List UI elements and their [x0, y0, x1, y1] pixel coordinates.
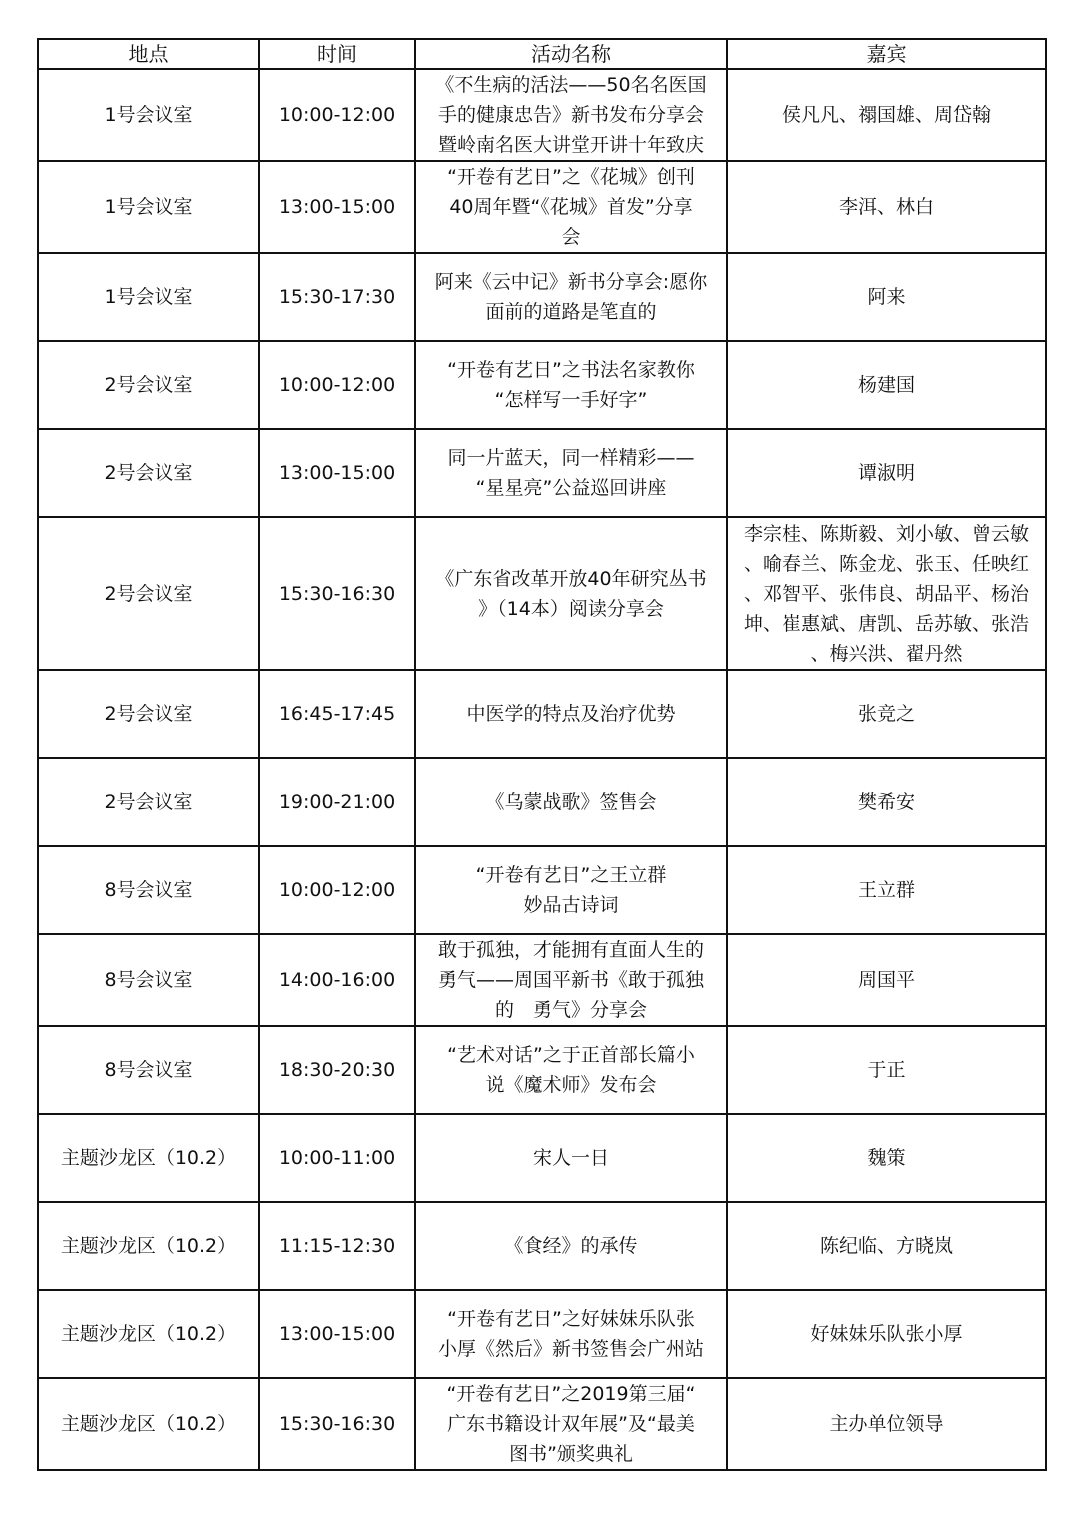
activity-cell: “开卷有艺日”之书法名家教你 “怎样写一手好字” — [415, 341, 727, 429]
activity-cell: 《乌蒙战歌》签售会 — [415, 758, 727, 846]
location-cell: 1号会议室 — [38, 161, 259, 253]
table-row — [38, 429, 1046, 517]
guests-cell: 主办单位领导 — [727, 1378, 1046, 1470]
activity-cell: 《广东省改革开放40年研究丛书 》（14本）阅读分享会 — [415, 517, 727, 670]
guests-cell: 阿来 — [727, 253, 1046, 341]
time-cell: 13:00-15:00 — [259, 429, 415, 517]
guests-cell: 谭淑明 — [727, 429, 1046, 517]
table-row — [38, 670, 1046, 758]
table-row — [38, 517, 1046, 670]
table-row — [38, 1114, 1046, 1202]
activity-cell: “开卷有艺日”之王立群 妙品古诗词 — [415, 846, 727, 934]
guests-cell: 李洱、林白 — [727, 161, 1046, 253]
activity-cell: “艺术对话”之于正首部长篇小 说《魔术师》发布会 — [415, 1026, 727, 1114]
time-cell: 13:00-15:00 — [259, 161, 415, 253]
table-row — [38, 161, 1046, 253]
time-cell: 11:15-12:30 — [259, 1202, 415, 1290]
activity-cell: 敢于孤独，才能拥有直面人生的 勇气——周国平新书《敢于孤独 的 勇气》分享会 — [415, 934, 727, 1026]
activity-cell: 《不生病的活法——50名名医国 手的健康忠告》新书发布分享会 暨岭南名医大讲堂开讲十年致庆 — [415, 69, 727, 161]
table-row — [38, 934, 1046, 1026]
time-cell: 10:00-12:00 — [259, 846, 415, 934]
time-cell: 15:30-16:30 — [259, 1378, 415, 1470]
table-row — [38, 341, 1046, 429]
location-cell: 主题沙龙区（10.2） — [38, 1114, 259, 1202]
time-cell: 14:00-16:00 — [259, 934, 415, 1026]
time-cell: 10:00-12:00 — [259, 69, 415, 161]
guests-cell: 魏策 — [727, 1114, 1046, 1202]
header-time: 时间 — [259, 39, 415, 69]
table-row — [38, 1026, 1046, 1114]
table-row — [38, 1378, 1046, 1470]
guests-cell: 杨建国 — [727, 341, 1046, 429]
time-cell: 10:00-12:00 — [259, 341, 415, 429]
activity-cell: “开卷有艺日”之《花城》创刊 40周年暨“《花城》首发”分享 会 — [415, 161, 727, 253]
time-cell: 13:00-15:00 — [259, 1290, 415, 1378]
guests-cell: 陈纪临、方晓岚 — [727, 1202, 1046, 1290]
guests-cell: 李宗桂、陈斯毅、刘小敏、曾云敏 、喻春兰、陈金龙、张玉、任映红 、邓智平、张伟良、胡品平、杨治 坤、崔惠斌、唐凯、岳苏敏、张浩 、梅兴洪、翟丹然 — [727, 517, 1046, 670]
location-cell: 2号会议室 — [38, 429, 259, 517]
location-cell: 2号会议室 — [38, 341, 259, 429]
location-cell: 8号会议室 — [38, 934, 259, 1026]
time-cell: 19:00-21:00 — [259, 758, 415, 846]
time-cell: 16:45-17:45 — [259, 670, 415, 758]
activity-cell: 宋人一日 — [415, 1114, 727, 1202]
activity-cell: 同一片蓝天，同一样精彩—— “星星亮”公益巡回讲座 — [415, 429, 727, 517]
activity-cell: 阿来《云中记》新书分享会:愿你 面前的道路是笔直的 — [415, 253, 727, 341]
guests-cell: 张竞之 — [727, 670, 1046, 758]
table-row — [38, 1202, 1046, 1290]
location-cell: 2号会议室 — [38, 670, 259, 758]
table-row — [38, 846, 1046, 934]
header-row — [38, 39, 1046, 69]
table-row — [38, 1290, 1046, 1378]
table-row — [38, 69, 1046, 161]
location-cell: 主题沙龙区（10.2） — [38, 1378, 259, 1470]
table-row — [38, 758, 1046, 846]
location-cell: 8号会议室 — [38, 1026, 259, 1114]
location-cell: 2号会议室 — [38, 517, 259, 670]
time-cell: 15:30-16:30 — [259, 517, 415, 670]
time-cell: 18:30-20:30 — [259, 1026, 415, 1114]
location-cell: 主题沙龙区（10.2） — [38, 1290, 259, 1378]
activity-cell: “开卷有艺日”之2019第三届“ 广东书籍设计双年展”及“最美 图书”颁奖典礼 — [415, 1378, 727, 1470]
activity-cell: “开卷有艺日”之好妹妹乐队张 小厚《然后》新书签售会广州站 — [415, 1290, 727, 1378]
location-cell: 1号会议室 — [38, 253, 259, 341]
table-row — [38, 253, 1046, 341]
guests-cell: 周国平 — [727, 934, 1046, 1026]
header-location: 地点 — [38, 39, 259, 69]
guests-cell: 樊希安 — [727, 758, 1046, 846]
guests-cell: 王立群 — [727, 846, 1046, 934]
location-cell: 8号会议室 — [38, 846, 259, 934]
location-cell: 1号会议室 — [38, 69, 259, 161]
time-cell: 10:00-11:00 — [259, 1114, 415, 1202]
header-activity: 活动名称 — [415, 39, 727, 69]
guests-cell: 侯凡凡、禤国雄、周岱翰 — [727, 69, 1046, 161]
activity-cell: 《食经》的承传 — [415, 1202, 727, 1290]
location-cell: 主题沙龙区（10.2） — [38, 1202, 259, 1290]
header-guests: 嘉宾 — [727, 39, 1046, 69]
schedule-table — [37, 38, 1047, 1471]
activity-cell: 中医学的特点及治疗优势 — [415, 670, 727, 758]
guests-cell: 于正 — [727, 1026, 1046, 1114]
location-cell: 2号会议室 — [38, 758, 259, 846]
guests-cell: 好妹妹乐队张小厚 — [727, 1290, 1046, 1378]
time-cell: 15:30-17:30 — [259, 253, 415, 341]
